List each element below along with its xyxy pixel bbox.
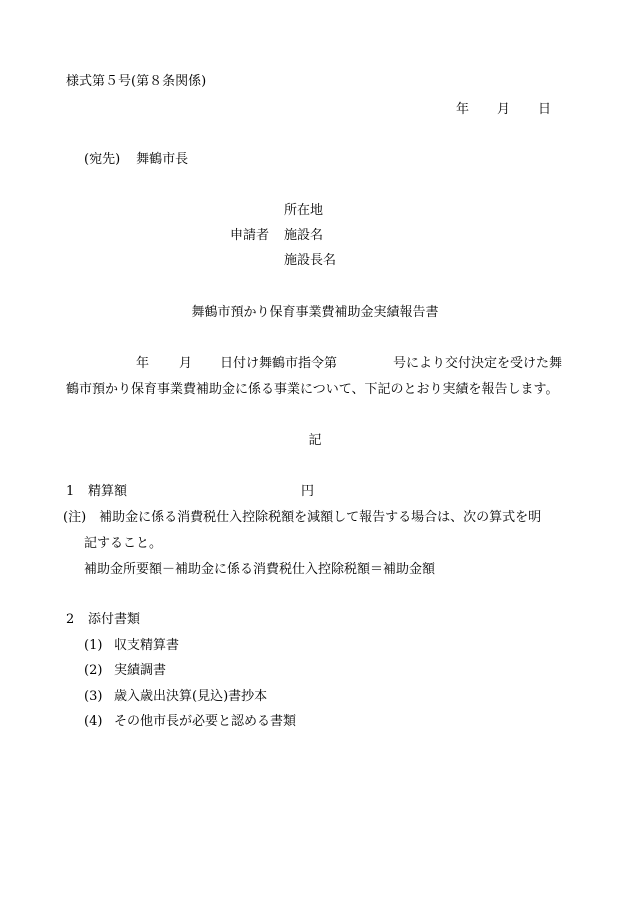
applicant-location-label: 所在地 [284, 203, 324, 218]
attachment-marker: (1) [84, 638, 103, 653]
note-line-1: (注) 補助金に係る消費税仕入控除税額を減額して報告する場合は、次の算式を明 [63, 510, 542, 525]
settlement-unit: 円 [301, 484, 315, 499]
settlement-number: 1 [66, 484, 75, 499]
attachment-marker: (3) [84, 689, 103, 704]
note-formula: 補助金所要額－補助金に係る消費税仕入控除税額＝補助金額 [84, 562, 436, 577]
applicant-head-label: 施設長名 [284, 253, 337, 268]
body-number-suffix: 号により交付決定を受けた舞 [393, 356, 563, 371]
body-month: 月 [179, 356, 193, 371]
attachment-marker: (2) [84, 663, 103, 678]
settlement-label: 精算額 [88, 484, 128, 499]
body-line-2: 鶴市預かり保育事業費補助金に係る事業について、下記のとおり実績を報告します。 [66, 382, 559, 397]
attachments-label: 添付書類 [88, 612, 141, 627]
addressee-name: 舞鶴市長 [136, 152, 189, 167]
document-title: 舞鶴市預かり保育事業費補助金実績報告書 [191, 305, 439, 320]
addressee [84, 153, 188, 166]
ki-heading: 記 [308, 433, 322, 448]
attachments-number: 2 [66, 612, 75, 627]
note-line-2: 記すること。 [84, 536, 163, 551]
form-number: 様式第５号(第８条関係) [66, 74, 207, 89]
date-line [456, 103, 551, 116]
applicant-role: 申請者 [230, 228, 270, 243]
settlement-line [66, 485, 314, 498]
attachment-item [84, 664, 166, 677]
addressee-label: (宛先) [84, 152, 121, 167]
applicant-facility-label: 施設名 [284, 228, 324, 243]
attachment-text: 収支精算書 [114, 638, 180, 653]
attachment-text: 歳入歳出決算(見込)書抄本 [114, 689, 268, 704]
attachment-item [84, 690, 267, 703]
attachments-heading [66, 613, 140, 626]
attachment-item [84, 715, 296, 728]
body-day-ref: 日付け舞鶴市指令第 [220, 356, 338, 371]
body-line-1 [136, 357, 562, 370]
attachment-item [84, 639, 179, 652]
date-year: 年 [456, 102, 470, 117]
attachment-text: その他市長が必要と認める書類 [114, 714, 297, 729]
body-year: 年 [136, 356, 150, 371]
attachment-marker: (4) [84, 714, 103, 729]
date-day: 日 [538, 102, 552, 117]
date-month: 月 [497, 102, 511, 117]
attachment-text: 実績調書 [114, 663, 167, 678]
